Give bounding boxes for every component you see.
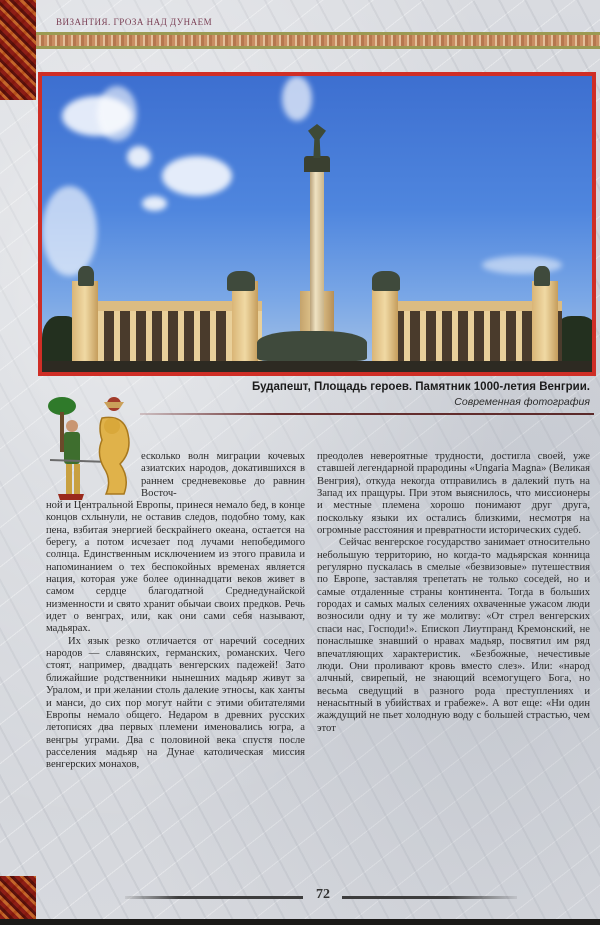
article-opening-lines: есколько волн миграции кочевых азиатских народов, докатившихся в раннем средневековье до равнин Восточ- [141, 451, 305, 500]
pylon [372, 281, 398, 371]
column-capital [304, 156, 330, 172]
celtic-knot-ornament-top [0, 0, 36, 100]
cloud [97, 86, 137, 141]
paragraph: Их язык резко отличается от наречий соседних народов — славянских, германских, романских. Чего стоят, например, двадцать венгерских падежей! Зато ближайшие родственники нынешних мадьяр живут за Уралом, и при желании столь далекие этносы, как ханты и манси, до сих пор могут найти с этими обитателями Европы немало общего. Недаром в древних русских летописях два первых племени именовались югра, а венгры уграми. Два с половиной века спустя после расселения мадьяр на Дунае католическая миссия венгерских монахов, [46, 635, 305, 771]
pylon [232, 281, 258, 371]
footer-rule-left [125, 896, 303, 899]
cloud [142, 196, 167, 211]
running-header-title: ВИЗАНТИЯ. ГРОЗА НАД ДУНАЕМ [56, 17, 213, 27]
footer-rule-right [342, 896, 517, 899]
statue [78, 266, 94, 286]
bottom-edge [0, 919, 600, 925]
statue [534, 266, 550, 286]
paragraph: Сейчас венгерское государство занимает относительно небольшую территорию, но когда-то мадьярская конница регулярно пускалась в смелые «безвизовые» путешествия по Европе, заставляя трепетать не только соседей, но и самые отдаленные страны континента. Тогда в больших городах и самых малых селениях охваченные ужасом люди возносили одну и ту же молитву: «От стрел венгерских спаси нас, Господи!». Епископ Лиутпранд Кремонский, не понаслышке знавший о нравах мадьяр, посвятил им ряд впечатляющих характеристик. «Безбожные, нечестивые люди. Они проливают кровь вместо слез». Или: «народ алчный, свирепый, не знающий всемогущего Бога, но весьма сведущий в разного рода преступлениях и ненасытный в убийствах и грабеже». А вот еще: «Ни один жаждущий не пьет холодную воду с большей страстью, чем этот [317, 537, 590, 734]
cloud [127, 146, 151, 168]
cloud [282, 76, 312, 121]
photo-caption: Будапешт, Площадь героев. Памятник 1000-летия Венгрии. [251, 381, 590, 393]
page-footer [0, 887, 600, 907]
cloud [482, 256, 562, 274]
archangel-gabriel-statue [308, 124, 326, 158]
caption-divider [140, 413, 594, 415]
cloud [162, 156, 232, 196]
statue-chariot [372, 271, 400, 291]
drop-cap-illustration-icon [44, 394, 140, 506]
statue-chariot [227, 271, 255, 291]
photo-heroes-square [38, 72, 596, 376]
ground [42, 361, 592, 376]
decorative-header-band [36, 32, 600, 49]
paragraph: преодолев невероятные трудности, достигла своей, уже ставшей легендарной прародины «Ungaria Magna» (Великая Венгрия), откуда некогда отправились в далекий путь на Запад их пращуры. При этом выяснилось, что миссионеры и местные племена хорошо понимают друг друга, поскольку языки их остались близкими, несмотря на огромные расстояния и превратности исторических судеб. [317, 451, 590, 537]
pylon [532, 281, 558, 371]
paragraph: ной и Центральной Европы, принеся немало бед, в конце концов схлынули, не оставив следов, подобно тому, как пена, взбитая энергией бескрайнего океана, остается на берегу, а потом исчезает под лучами непобедимого солнца. Единственным исключением из этого правила и напоминанием о тех беспокойных временах является нация, которая уже более одиннадцати веков живет в самом сердце благодатной Среднедунайской низменности и свято хранит обычаи своих предков. Речь идет о венграх, или, как они сами себя называют, мадьярах. [46, 500, 305, 635]
page-number: 72 [316, 887, 330, 902]
horsemen-group-statue [257, 331, 367, 361]
cloud [42, 186, 97, 276]
photo-credit: Современная фотография [454, 396, 590, 408]
article-left-column [46, 500, 305, 772]
pylon [72, 281, 98, 371]
article-right-column [317, 451, 590, 735]
